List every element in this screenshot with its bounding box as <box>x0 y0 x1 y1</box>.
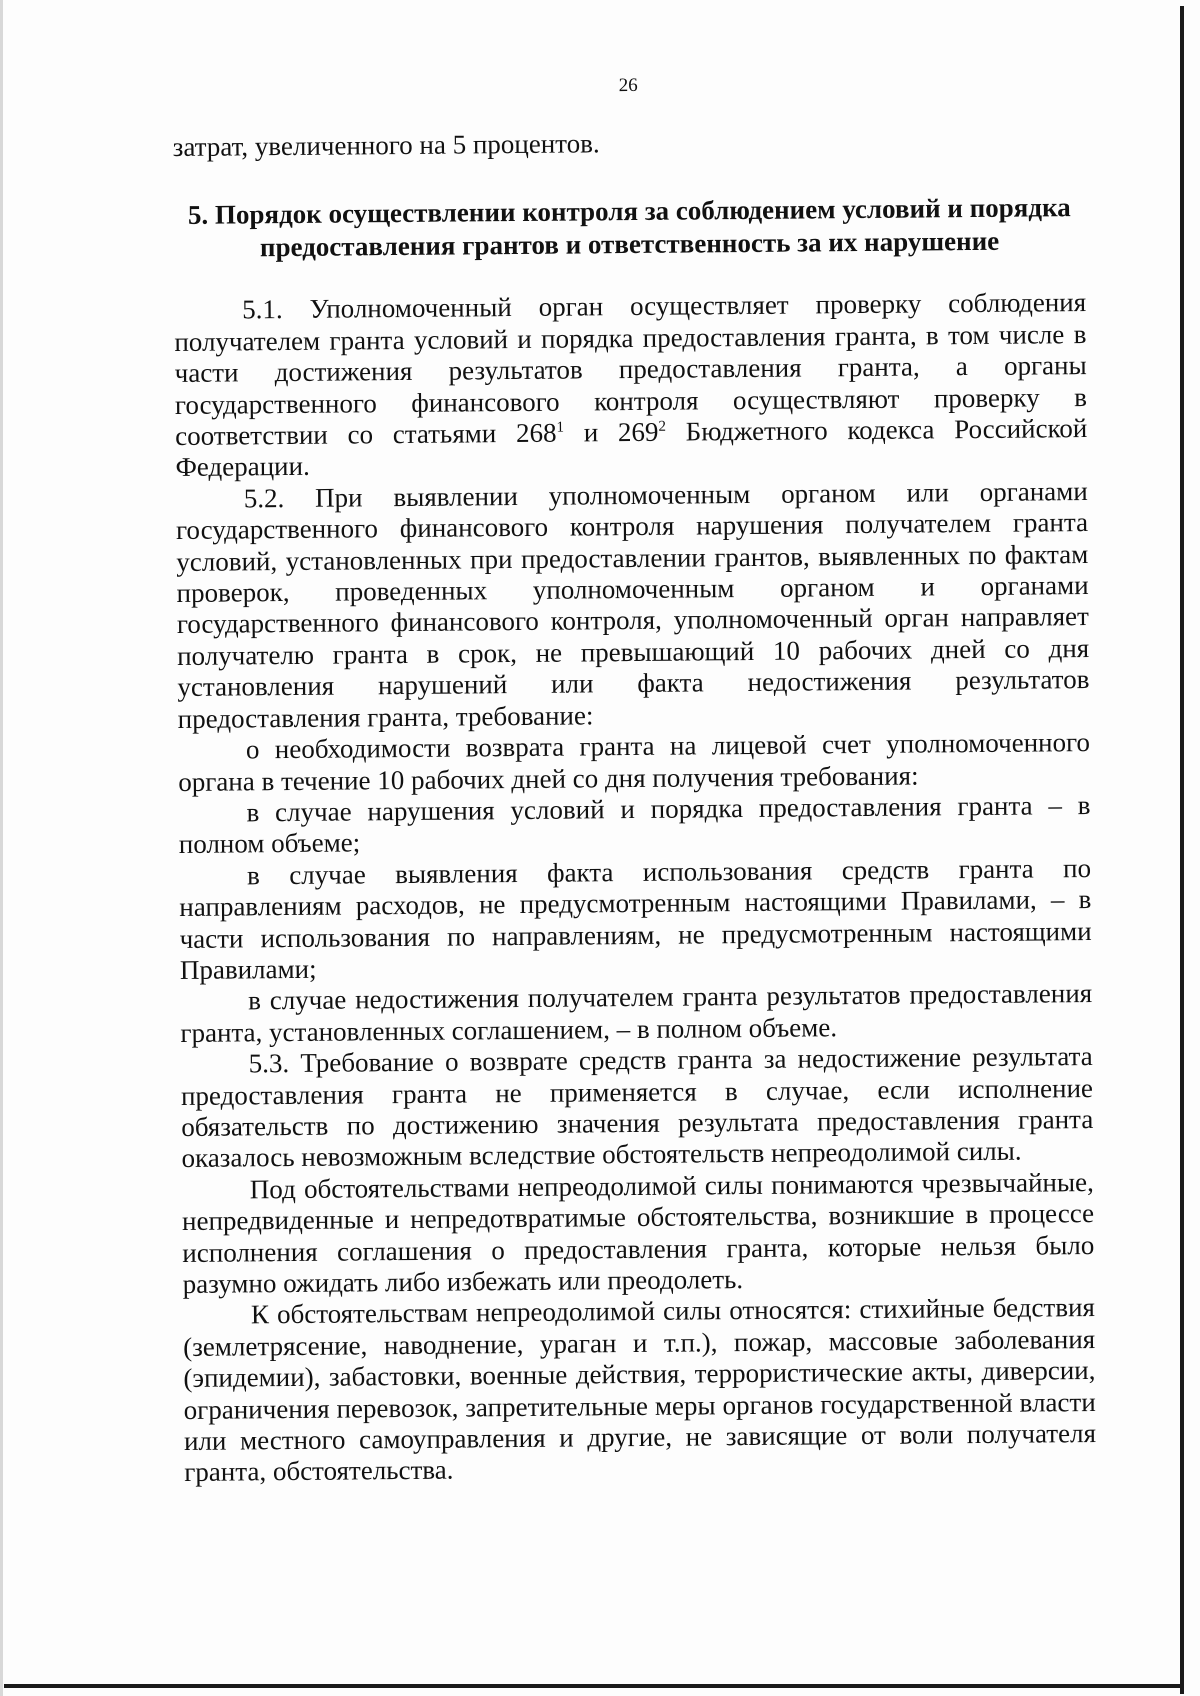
scan-bottom-border <box>4 1684 1184 1688</box>
paragraph-5-2: 5.2. При выявлении уполномоченным органом или органами государственного финансового контроля нарушения получателем гранта условий, установленных при предоставлении грантов, выявленных по фактам проверок, проведенных уполномоченным органом и органами государственного финансового контроля, уполномоченный орган направляет получателю гранта в срок, не превышающий 10 рабочих дней со дня установления нарушений или факта недостижения результатов предоставления гранта, требование: <box>175 475 1090 734</box>
paragraph-return-requirement: о необходимости возврата гранта на лицевой счет уполномоченного органа в течение 10 рабочих дней со дня получения требования: <box>178 727 1091 797</box>
page-content <box>172 58 1096 1489</box>
paragraph-case-misuse: в случае выявления факта использования средств гранта по направлениям расходов, не предусмотренным настоящими Правилами, – в части использования по направлениям, не предусмотренным настоящими Правилами; <box>179 852 1092 985</box>
paragraph-5-1 <box>174 287 1088 483</box>
continued-text: затрат, увеличенного на 5 процентов. <box>172 128 600 162</box>
page-number: 26 <box>618 74 638 97</box>
superscript-2: 2 <box>658 418 667 435</box>
scan-right-border <box>1180 6 1184 1694</box>
paragraph-case-violation: в случае нарушения условий и порядка предоставления гранта – в полном объеме; <box>178 789 1091 860</box>
section-heading: 5. Порядок осуществлении контроля за соблюдением условий и порядка предоставления грантов и ответственность за их нарушение <box>187 192 1071 263</box>
paragraph-5-1-text-b: и 269 <box>563 416 659 448</box>
scan-left-edge <box>0 0 3 1696</box>
paragraph-case-non-achievement: в случае недостижения получателем гранта результатов предоставления гранта, установленных соглашением, – в полном объеме. <box>180 978 1093 1048</box>
paragraph-force-majeure-definition: Под обстоятельствами непреодолимой силы понимаются чрезвычайные, непредвиденные и непредотвратимые обстоятельства, возникшие в процессе исполнения соглашения о предоставления гранта, которые нельзя было разумно ожидать либо избежать или преодолеть. <box>181 1166 1095 1299</box>
paragraph-5-1-text-c: Бюджетного кодекса Российской Федерации. <box>175 413 1088 483</box>
paragraph-force-majeure-list: К обстоятельствам непреодолимой силы относятся: стихийные бедствия (землетрясение, наводнение, ураган и т.п.), пожар, массовые заболевания (эпидемии), забастовки, военные действия, террористические акты, диверсии, ограничения перевозок, запретительные меры органов государственной власти или местного самоуправления и другие, не зависящие от воли получателя гранта, обстоятельства. <box>183 1292 1097 1488</box>
paragraph-5-3: 5.3. Требование о возврате средств гранта за недостижение результата предоставления гранта не применяется в случае, если исполнение обязательств по достижению значения результата предоставления гранта оказалось невозможным вследствие обстоятельств непреодолимой силы. <box>180 1041 1094 1174</box>
superscript-1: 1 <box>556 419 565 436</box>
paragraph-5-1-text-a: 5.1. Уполномоченный орган осуществляет проверку соблюдения получателем гранта условий и порядка предоставления гранта, в том числе в части достижения результатов предоставления гранта, а органы государственного финансового контроля осуществляют проверку в соответствии со статьями 268 <box>174 287 1088 452</box>
